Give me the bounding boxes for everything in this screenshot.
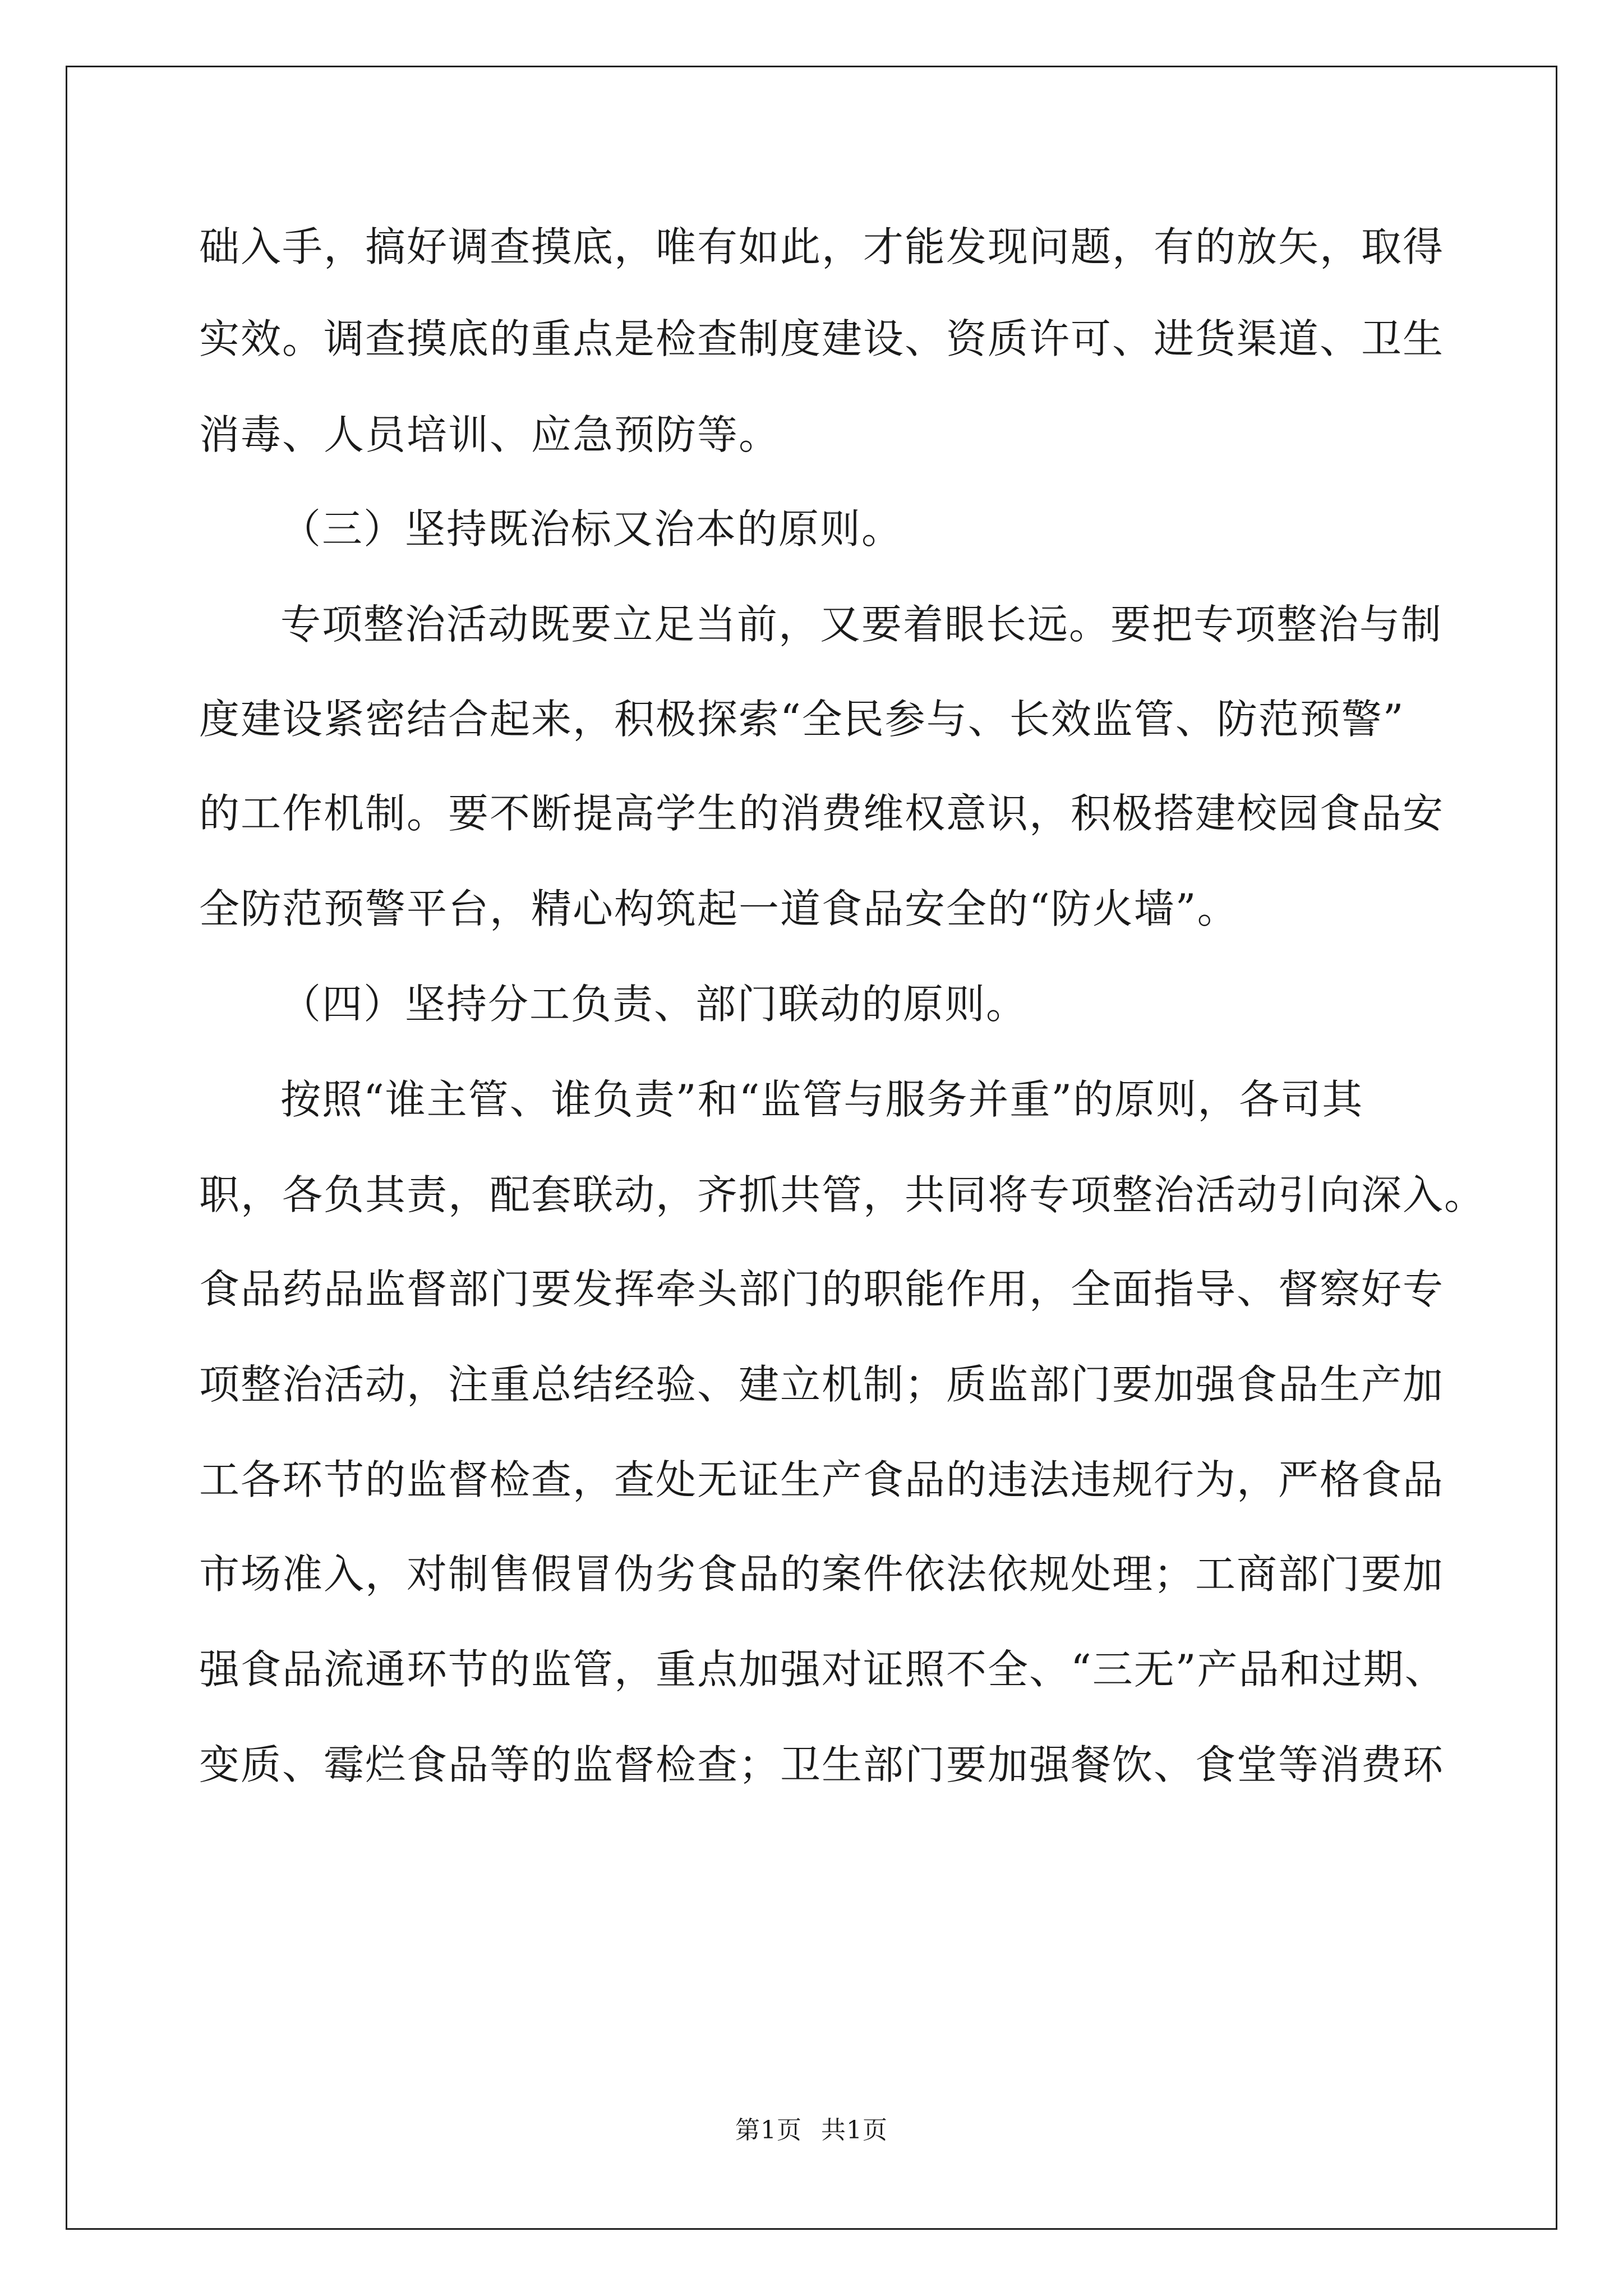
body-line: 消毒、人员培训、应急预防等。 [199, 411, 781, 458]
section-heading: （四）坚持分工负责、部门联动的原则。 [280, 981, 1028, 1028]
body-line: 工各环节的监督检查，查处无证生产食品的违法违规行为，严格食品 [199, 1456, 1445, 1503]
body-line: 变质、霉烂食品等的监督检查；卫生部门要加强餐饮、食堂等消费环 [199, 1741, 1445, 1788]
body-line: 的工作机制。要不断提高学生的消费维权意识，积极搭建校园食品安 [199, 790, 1445, 837]
body-line: 全防范预警平台，精心构筑起一道食品安全的“防火墙”。 [199, 885, 1239, 932]
body-line: 市场准入，对制售假冒伪劣食品的案件依法依规处理；工商部门要加 [199, 1550, 1445, 1598]
paragraph-first-line: 专项整治活动既要立足当前，又要着眼长远。要把专项整治与制 [280, 601, 1443, 648]
body-line: 础入手，搞好调查摸底，唯有如此，才能发现问题，有的放矢，取得 [199, 223, 1445, 270]
page-number: 第1页 [735, 2116, 802, 2145]
body-line: 职，各负其责，配套联动，齐抓共管，共同将专项整治活动引向深入。 [199, 1171, 1486, 1218]
page-total: 共1页 [821, 2116, 888, 2145]
paragraph-first-line: 按照“谁主管、谁负责”和“监管与服务并重”的原则，各司其 [280, 1076, 1364, 1123]
body-line: 实效。调查摸底的重点是检查制度建设、资质许可、进货渠道、卫生 [199, 315, 1445, 362]
body-line: 项整治活动，注重总结经验、建立机制；质监部门要加强食品生产加 [199, 1361, 1445, 1408]
page-border [66, 66, 1557, 2230]
page-footer [0, 2114, 1623, 2147]
section-heading: （三）坚持既治标又治本的原则。 [280, 505, 903, 553]
body-line: 度建设紧密结合起来，积极探索“全民参与、长效监管、防范预警” [199, 696, 1405, 743]
body-line: 食品药品监督部门要发挥牵头部门的职能作用，全面指导、督察好专 [199, 1266, 1445, 1313]
body-line: 强食品流通环节的监管，重点加强对证照不全、“三无”产品和过期、 [199, 1646, 1446, 1693]
